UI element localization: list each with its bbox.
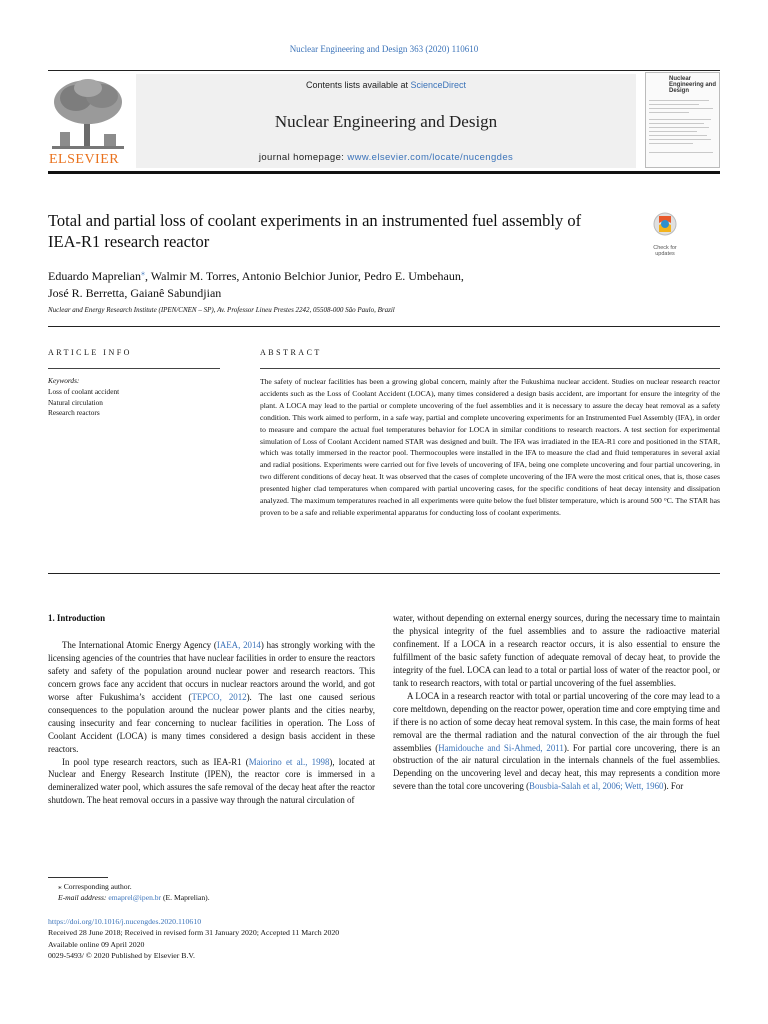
keywords-block [48,376,220,419]
keyword-item: Loss of coolant accident [48,386,120,396]
available-online: Available online 09 April 2020 [48,939,145,949]
elsevier-tree-icon [48,76,128,150]
citation-link[interactable]: IAEA, 2014 [216,639,261,650]
intro-paragraph-3: water, without depending on external energy sources, during the necessary time to maintain the physical integrity of the fuel assemblies and to assure the radioactive material confinement. If a LOCA in a research reactor occurs, it is also essential to ensure the fulfillment of the basic safety function of adequate removal of decay heat, to provide the integrity of the fuel. LOCA can lead to a total or partial loss of water of the reactor pool, or tank to research reactors, with total or partial uncovering of the fuel assemblies. [393,613,720,688]
email-line [48,892,548,903]
email-label: E-mail address: [58,893,109,902]
abstract-rule [260,368,720,369]
corresponding-author-mark[interactable]: ⁎ [140,268,145,277]
doi-link[interactable]: https://doi.org/10.1016/j.nucengdes.2020.110610 [48,917,202,926]
masthead [48,70,720,174]
abstract-heading: ABSTRACT [260,348,322,357]
homepage-line [136,152,636,163]
sciencedirect-link[interactable]: ScienceDirect [410,80,467,90]
footnote-rule [48,877,108,878]
keyword-item: Natural circulation [48,397,103,407]
homepage-prefix: journal homepage: [258,152,348,163]
copyright: 0029-5493/ © 2020 Published by Elsevier B.V. [48,950,195,960]
cover-title: Nuclear Engineering and Design [669,76,717,94]
header-divider [48,326,720,327]
article-info-heading: ARTICLE INFO [48,348,132,357]
body-column-left [48,612,375,807]
citation-link[interactable]: Hamidouche and Si-Ahmed, 2011 [438,742,564,753]
contents-line [136,80,636,90]
crossmark-label: Check for updates [653,245,677,257]
journal-name: Nuclear Engineering and Design [274,112,498,131]
keyword-item: Research reactors [48,408,100,418]
journal-reference[interactable]: Nuclear Engineering and Design 363 (2020) 110610 [289,44,479,54]
section-heading-introduction: 1. Introduction [48,613,106,623]
affiliation: Nuclear and Energy Research Institute (IPEN/CNEN – SP), Av. Professor Lineu Prestes 2242, 05508-000 São Paulo, Brazil [48,306,395,314]
article-title: Total and partial loss of coolant experiments in an instrumented fuel assembly of IEA-R1 research reactor [48,211,582,251]
received-dates: Received 28 June 2018; Received in revised form 31 January 2020; Accepted 11 March 2020 [48,928,340,938]
keywords-label: Keywords: [48,376,80,385]
corresponding-author-note: ⁎ Corresponding author. [58,882,132,891]
abstract-text: The safety of nuclear facilities has been a growing global concern, mainly after the Fukushima nuclear accident. Studies on nuclear research reactor accidents such as the Loss of Coolant Accident (LOCA), many times considered a design basis accident, are important for ensure the integrity of the plant. A LOCA may lead to the partial or complete uncovering of the fuel assemblies and it is necessary to assure the decay heat removal as a safety condition. This work aimed to perform, in a safe way, partial and complete uncovering experiments for an Instrumented Fuel Assembly (IFA), in order to measure and compare the actual fuel temperatures behavior for LOCA in similar conditions to research reactors. A test section for experimental simulation of Loss of Coolant Accident named STAR was designed and built. The IFA was irradiated in the IEA-R1 core and positioned in the STAR, which was totally immersed in the reactor pool. Thermocouples were installed in the IFA to measure the clad and fluid temperatures in several axial and radial positions. Experiments were carried out for five levels of uncovering of IFA, being one complete uncovering and four partial uncovering, in two different conditions of decay heat. It was observed that the cases of complete uncovering of the IFA were the most critical ones, that is, those cases presented higher clad temperatures when compared with partial uncovering cases, for the specific conditions of heat decay intensity and dissipation analyzed. The maximum temperatures reached in all experiments were quite below the fuel blister temperature, which is around 500 °C. The STAR has proven to be a safe and reliable experimental apparatus for conducting loss of coolant experiments. [260,377,720,517]
journal-homepage-link[interactable]: www.elsevier.com/locate/nucengdes [347,152,514,163]
citation-link[interactable]: Maiorino et al., 1998 [248,756,330,767]
elsevier-wordmark: ELSEVIER [49,152,120,167]
authors-line2: José R. Berretta, Gaianê Sabundjian [48,286,222,300]
masthead-bottom-rule [48,171,720,174]
check-for-updates-badge[interactable] [649,212,681,256]
email-suffix: (E. Maprelian). [161,893,210,902]
intro-paragraph-1: The International Atomic Energy Agency (IAEA, 2014) has strongly working with the licensing agencies of the countries that have nuclear facilities in order to ensure the reactors safety and safety of the population around nuclear power and research reactors. This concern grows face any accident that occurs in nuclear reactors around the world, and got worse after Fukushima’s accident (TEPCO, 2012). The last one caused serious consequences to the population around the nuclear power plants and the cities nearby, causing insecurity and fear concerning to nuclear facilities in operation. The Loss of Coolant Accident (LOCA) is many times considered a design basis accident in these reactors. [48,639,375,754]
citation-link[interactable]: TEPCO, 2012 [191,691,247,702]
elsevier-logo[interactable] [48,76,128,168]
intro-paragraph-4: A LOCA in a research reactor with total or partial uncovering of the core may lead to a core meltdown, depending on the reactor power, operation time and core emptying time and if there is no action of some decay heat removal system. In this case, the main forms of heat removal are the thermal radiation and the natural convection of the air through the fuel assemblies (Hamidouche and Si-Ahmed, 2011). For partial core uncovering, there is an obstruction of the air natural circulation in the internals channels of the fuel assemblies. Depending on the uncovering level and decay heat, this may represents a condition more severe than the total core uncovering (Bousbia-Salah et al, 2006; Wett, 1960). For [393,690,720,792]
contents-prefix: Contents lists available at [305,80,411,90]
abstract-bottom-rule [48,573,720,574]
publication-info [48,916,608,961]
author-list [48,264,648,302]
author-first[interactable]: Eduardo Maprelian [48,269,141,283]
citation-link[interactable]: Bousbia-Salah et al, 2006; Wett, 1960 [529,781,664,792]
email-link[interactable]: emaprel@ipen.br [108,893,162,902]
body-column-right [393,612,720,793]
article-info-rule [48,368,220,369]
journal-cover-thumbnail[interactable] [645,72,720,168]
masthead-banner [136,74,636,168]
masthead-top-rule [48,70,720,71]
footnote [48,881,548,903]
crossmark-icon [653,212,677,240]
authors-rest: , Walmir M. Torres, Antonio Belchior Junior, Pedro E. Umbehaun, [144,269,464,283]
intro-paragraph-2: In pool type research reactors, such as IEA-R1 (Maiorino et al., 1998), located at Nuclear and Energy Research Institute (IPEN), the reactor core is immersed in a demineralized water pool, which assures the safe removal of the decay heat after the reactor shutdown. The heat removal occurs in a passive way through the natural circulation of [48,756,376,806]
